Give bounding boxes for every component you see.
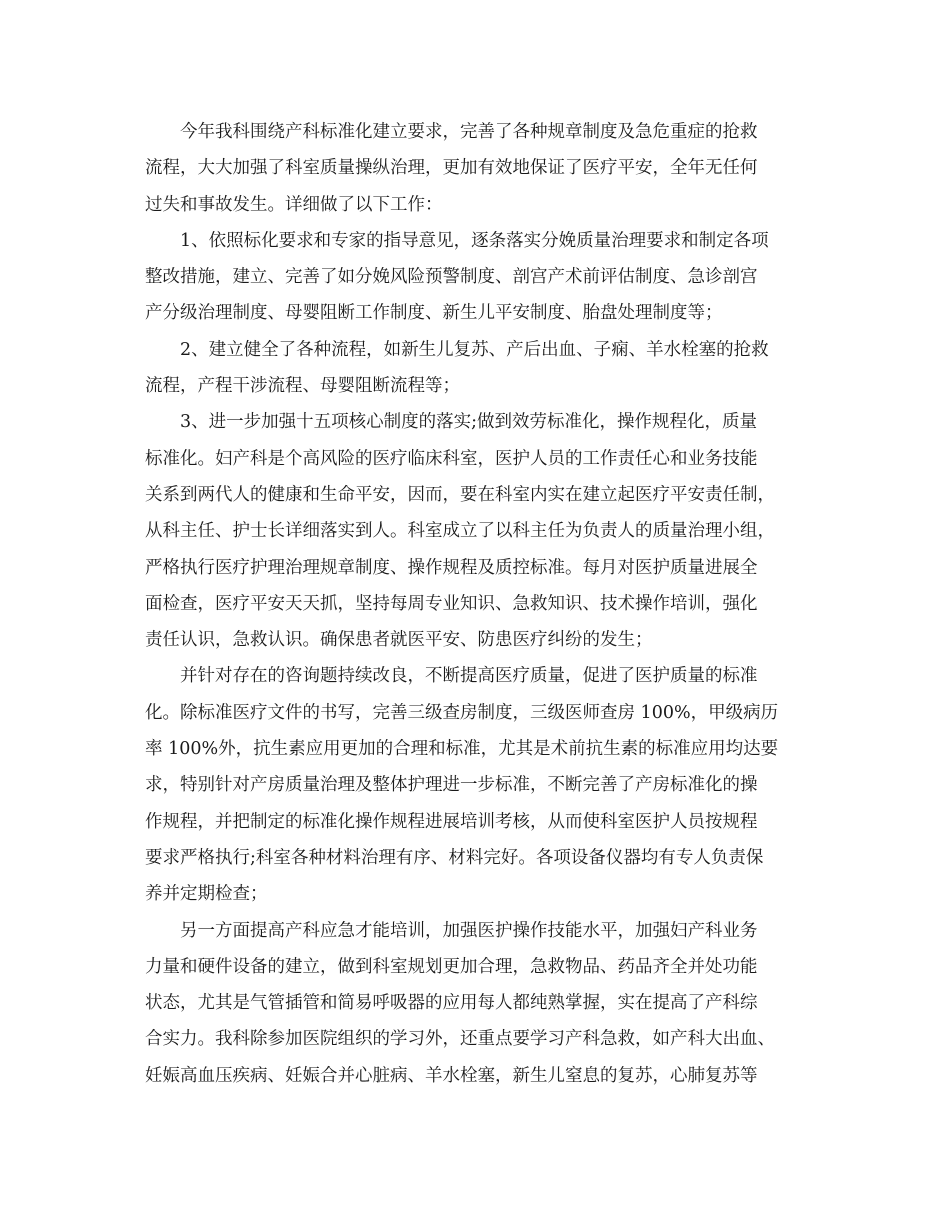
text-line: 标准化。妇产科是个高风险的医疗临床科室，医护人员的工作责任心和业务技能 [145,448,758,469]
text-line: 流程，大大加强了科室质量操纵治理，更加有效地保证了医疗平安，全年无任何 [145,158,758,179]
text-line: 养并定期检查； [145,884,268,905]
text-line: 率 100%外，抗生素应用更加的合理和标准，尤其是术前抗生素的标准应用均达要 [145,739,779,760]
text-line: 今年我科围绕产科标准化建立要求，完善了各种规章制度及急危重症的抢救 [180,122,758,142]
paragraph-emergency-training [145,913,805,1094]
text-line: 要求严格执行;科室各种材料治理有序、材料完好。各项设备仪器均有专人负责保 [145,847,764,868]
text-line: 1、依照标化要求和专家的指导意见，逐条落实分娩质量治理要求和制定各项 [180,230,769,251]
text-line: 求，特别针对产房质量治理及整体护理进一步标准，不断完善了产房标准化的操 [145,775,758,796]
paragraph-item-2 [145,332,805,405]
text-line: 产分级治理制度、母婴阻断工作制度、新生儿平安制度、胎盘处理制度等； [145,303,723,324]
text-line: 并针对存在的咨询题持续改良，不断提高医疗质量，促进了医护质量的标准 [180,666,758,687]
text-line: 过失和事故发生。详细做了以下工作： [145,194,443,215]
text-line: 化。除标准医疗文件的书写，完善三级查房制度，三级医师查房 100%，甲级病历 [145,702,779,723]
text-line: 整改措施，建立、完善了如分娩风险预警制度、剖宫产术前评估制度、急诊剖宫 [145,267,758,288]
document-body [145,114,805,1094]
text-line: 妊娠高血压疾病、妊娠合并心脏病、羊水栓塞，新生儿窒息的复苏，心肺复苏等 [145,1065,758,1086]
text-line: 严格执行医疗护理治理规章制度、操作规程及质控标准。每月对医护质量进展全 [145,557,758,578]
text-line: 关系到两代人的健康和生命平安，因而，要在科室内实在建立起医疗平安责任制， [145,484,775,505]
text-line: 力量和硬件设备的建立，做到科室规划更加合理，急救物品、药品齐全并处功能 [145,956,758,977]
text-line: 合实力。我科除参加医院组织的学习外，还重点要学习产科急救，如产科大出血、 [145,1029,775,1050]
text-line: 从科主任、护士长详细落实到人。科室成立了以科主任为负责人的质量治理小组， [145,521,775,542]
text-line: 3、进一步加强十五项核心制度的落实;做到效劳标准化，操作规程化，质量 [180,412,758,433]
text-line: 2、建立健全了各种流程，如新生儿复苏、产后出血、子痫、羊水栓塞的抢救 [180,339,769,360]
text-line: 状态，尤其是气管插管和简易呼吸器的应用每人都纯熟掌握，实在提高了产科综 [145,993,758,1014]
paragraph-quality-improvement [145,658,805,912]
text-line: 另一方面提高产科应急才能培训，加强医护操作技能水平，加强妇产科业务 [180,920,758,941]
text-line: 作规程，并把制定的标准化操作规程进展培训考核，从而使科室医护人员按规程 [145,811,758,832]
paragraph-item-1 [145,223,805,332]
paragraph-intro [145,114,805,223]
paragraph-item-3 [145,404,805,658]
text-line: 责任认识，急救认识。确保患者就医平安、防患医疗纠纷的发生； [145,630,653,651]
text-line: 面检查，医疗平安天天抓，坚持每周专业知识、急救知识、技术操作培训，强化 [145,593,758,614]
text-line: 流程，产程干涉流程、母婴阻断流程等； [145,376,460,397]
